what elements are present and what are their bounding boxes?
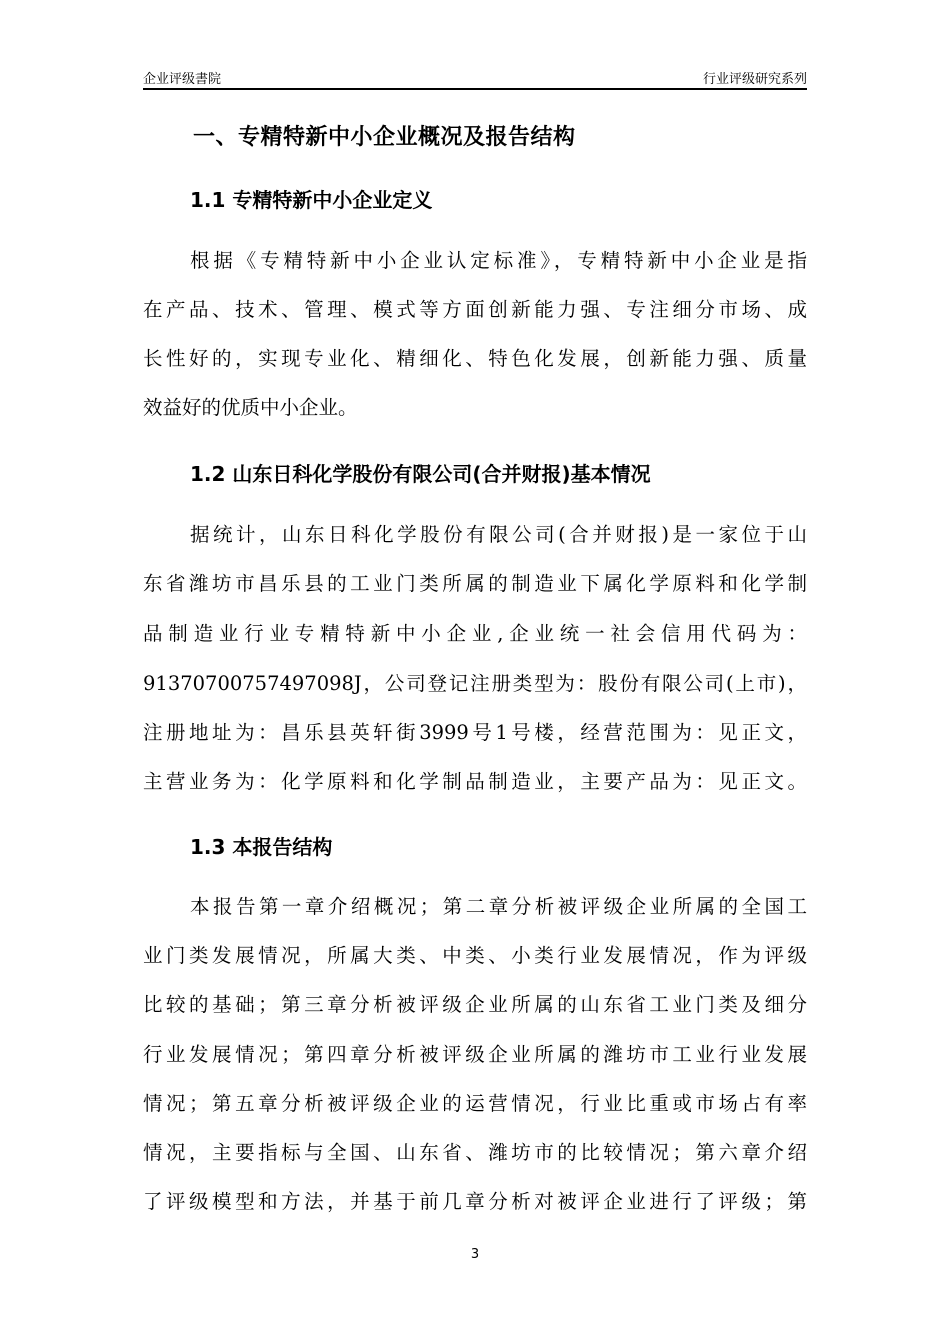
- page-header: [143, 66, 807, 90]
- paragraph-line: 品制造业行业专精特新中小企业,企业统一社会信用代码为：: [143, 622, 807, 645]
- paragraph-line: 效益好的优质中小企业。: [143, 396, 358, 419]
- paragraph-line: 比较的基础；第三章分析被评级企业所属的山东省工业门类及细分: [143, 993, 807, 1016]
- paragraph-line: 长性好的，实现专业化、精细化、特色化发展，创新能力强、质量: [143, 347, 807, 370]
- paragraph-line: 业门类发展情况，所属大类、中类、小类行业发展情况，作为评级: [143, 944, 807, 967]
- header-right-text: 行业评级研究系列: [702, 72, 807, 87]
- paragraph-line: 东省潍坊市昌乐县的工业门类所属的制造业下属化学原料和化学制: [143, 572, 807, 595]
- page-number: 3: [470, 1247, 480, 1262]
- paragraph-line: 据统计，山东日科化学股份有限公司(合并财报)是一家位于山: [190, 523, 807, 546]
- paragraph-line: 了评级模型和方法，并基于前几章分析对被评企业进行了评级；第: [143, 1190, 807, 1213]
- paragraph-line: 根据《专精特新中小企业认定标准》，专精特新中小企业是指: [190, 249, 807, 272]
- paragraph-line: 注册地址为：昌乐县英轩街3999号1号楼，经营范围为：见正文，: [143, 721, 807, 744]
- paragraph-line: 情况；第五章分析被评级企业的运营情况，行业比重或市场占有率: [143, 1092, 807, 1115]
- chapter-title: 一、专精特新中小企业概况及报告结构: [193, 125, 576, 150]
- paragraph-line: 主营业务为：化学原料和化学制品制造业，主要产品为：见正文。: [143, 770, 807, 793]
- paragraph-line: 在产品、技术、管理、模式等方面创新能力强、专注细分市场、成: [143, 298, 807, 321]
- section-heading-1-2: 1.2 山东日科化学股份有限公司(合并财报)基本情况: [190, 462, 651, 486]
- section-heading-1-3: 1.3 本报告结构: [190, 835, 333, 859]
- paragraph-line: 行业发展情况；第四章分析被评级企业所属的潍坊市工业行业发展: [143, 1043, 807, 1066]
- paragraph-line: 91370700757497098J，公司登记注册类型为：股份有限公司(上市)，: [143, 672, 807, 695]
- section-heading-1-1: 1.1 专精特新中小企业定义: [190, 188, 433, 212]
- paragraph-line: 本报告第一章介绍概况；第二章分析被评级企业所属的全国工: [190, 895, 807, 918]
- paragraph-line: 情况，主要指标与全国、山东省、潍坊市的比较情况；第六章介绍: [143, 1141, 807, 1164]
- header-left-text: 企业评级書院: [143, 72, 222, 87]
